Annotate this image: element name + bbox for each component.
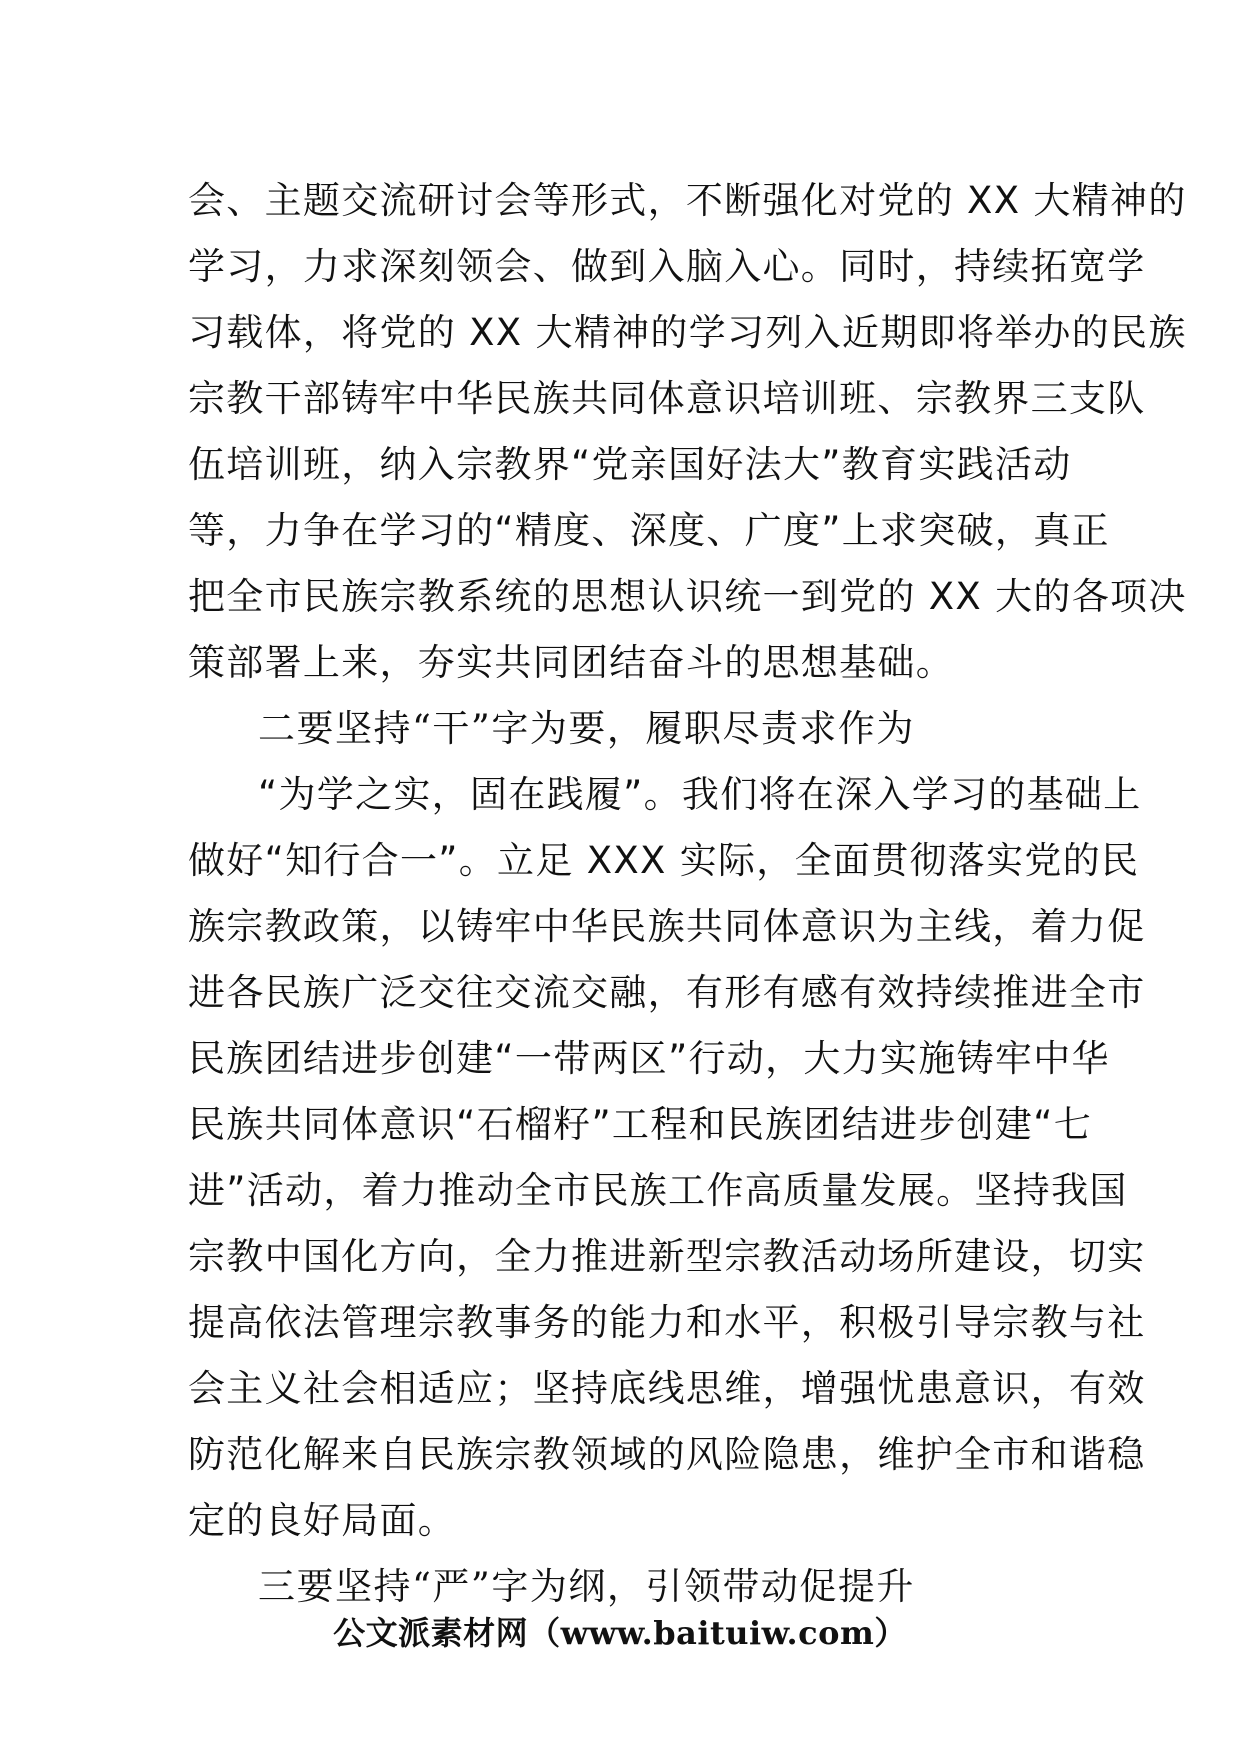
text-line: 民族团结进步创建“一带两区”行动，大力实施铸牢中华 — [188, 1037, 1110, 1080]
text-line: 宗教干部铸牢中华民族共同体意识培训班、宗教界三支队 — [188, 377, 1146, 420]
text-line: 提高依法管理宗教事务的能力和水平，积极引导宗教与社 — [188, 1301, 1146, 1344]
text-line: 学习，力求深刻领会、做到入脑入心。同时，持续拓宽学 — [188, 245, 1146, 288]
text-line: 宗教中国化方向，全力推进新型宗教活动场所建设，切实 — [188, 1235, 1146, 1278]
text-line: 等，力争在学习的“精度、深度、广度”上求突破，真正 — [188, 509, 1110, 552]
text-line: 进”活动，着力推动全市民族工作高质量发展。坚持我国 — [188, 1169, 1128, 1212]
section-heading: 三要坚持“严”字为纲，引领带动促提升 — [258, 1565, 915, 1608]
section-heading: 二要坚持“干”字为要，履职尽责求作为 — [258, 707, 915, 750]
text-line: 会主义社会相适应；坚持底线思维，增强忧患意识，有效 — [188, 1367, 1146, 1410]
text-line: 会、主题交流研讨会等形式，不断强化对党的 XX 大精神的 — [188, 179, 1187, 222]
footer-watermark: 公文派素材网（www.baituiw.com） — [333, 1614, 907, 1652]
text-line: 定的良好局面。 — [188, 1499, 457, 1542]
text-line: 族宗教政策，以铸牢中华民族共同体意识为主线，着力促 — [188, 905, 1146, 948]
text-line: 防范化解来自民族宗教领域的风险隐患，维护全市和谐稳 — [188, 1433, 1146, 1476]
text-line: “为学之实，固在践履”。我们将在深入学习的基础上 — [258, 773, 1142, 816]
text-line: 伍培训班，纳入宗教界“党亲国好法大”教育实践活动 — [188, 443, 1072, 486]
text-line: 习载体，将党的 XX 大精神的学习列入近期即将举办的民族 — [188, 311, 1187, 354]
document-body — [188, 168, 1187, 1620]
text-line: 做好“知行合一”。立足 XXX 实际，全面贯彻落实党的民 — [188, 839, 1140, 882]
text-line: 进各民族广泛交往交流交融，有形有感有效持续推进全市 — [188, 971, 1146, 1014]
text-line: 民族共同体意识“石榴籽”工程和民族团结进步创建“七 — [188, 1103, 1093, 1146]
text-line: 把全市民族宗教系统的思想认识统一到党的 XX 大的各项决 — [188, 575, 1187, 618]
text-line: 策部署上来，夯实共同团结奋斗的思想基础。 — [188, 641, 954, 684]
